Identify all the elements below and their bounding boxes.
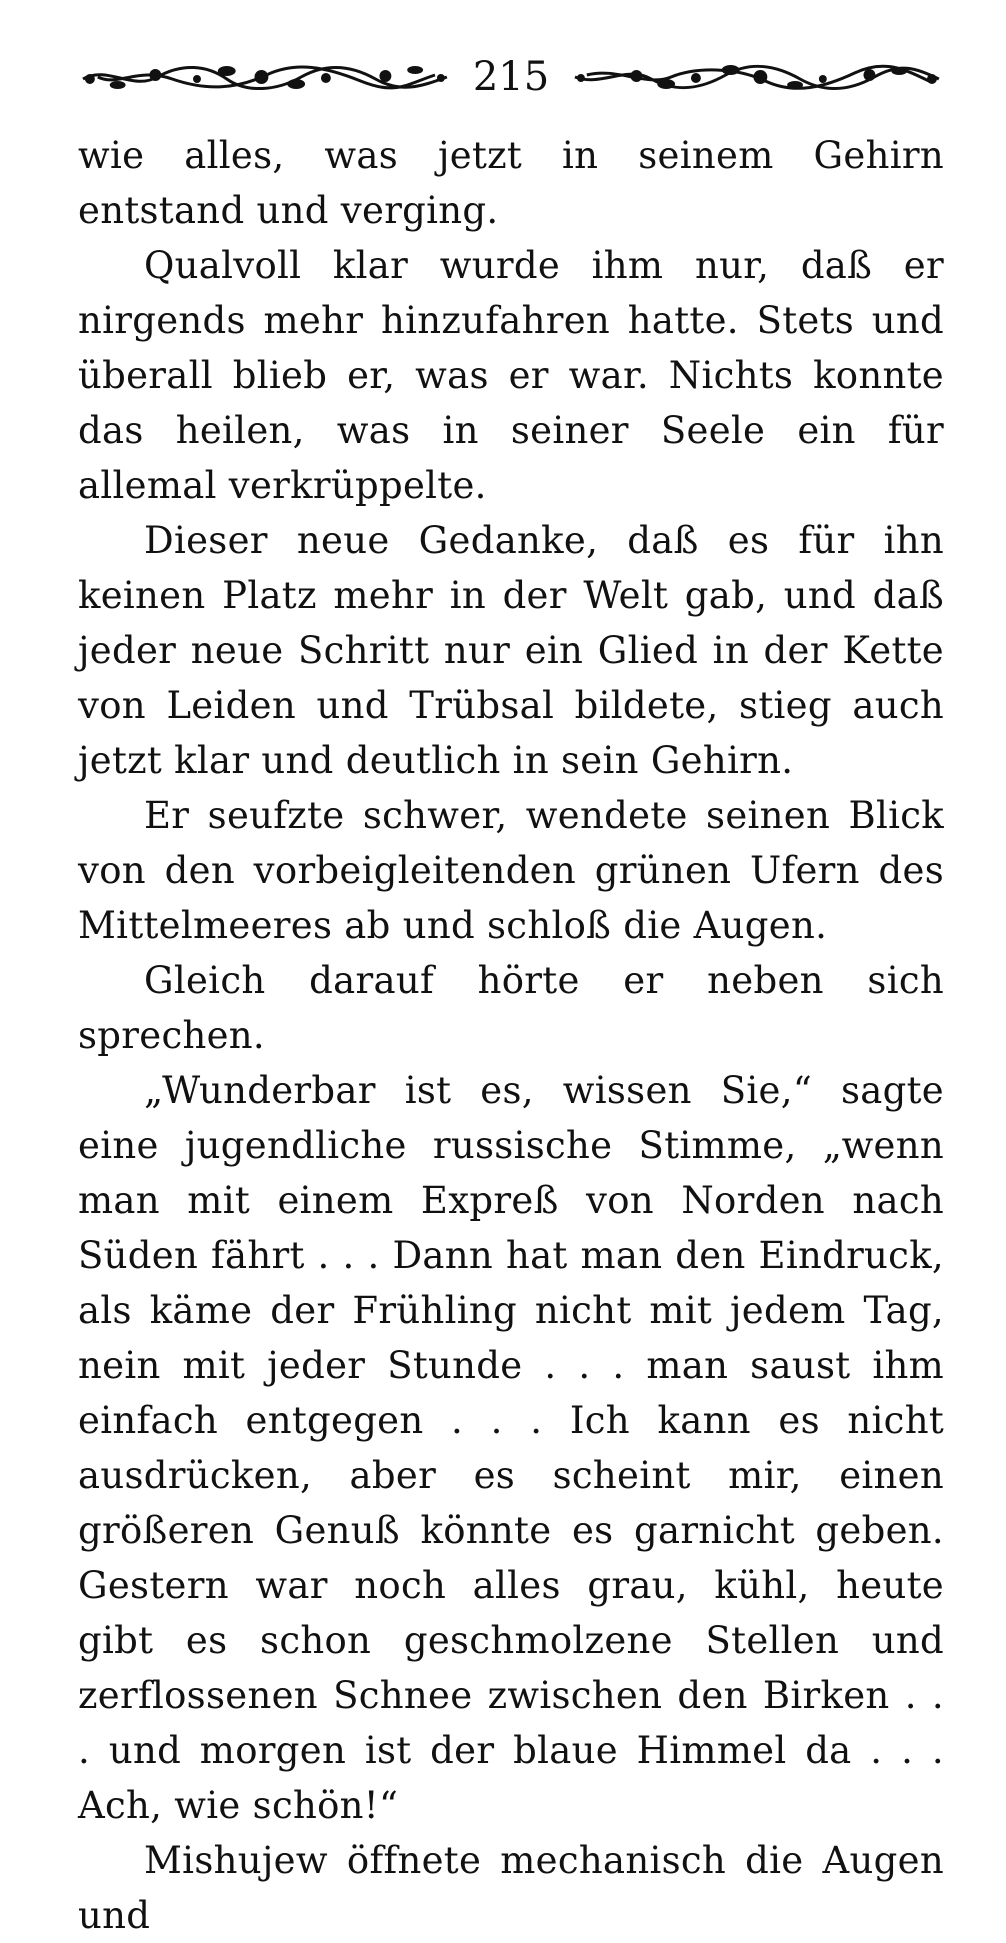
paragraph: Qualvoll klar wurde ihm nur, daß er nirgends mehr hinzufahren hatte. Stets und überall blieb er, was er war. Nichts konnte das heilen, was in seiner Seele ein für allemal verkrüppelte. [78,244,944,507]
page-header [78,52,944,102]
paragraph: wie alles, was jetzt in seinem Gehirn entstand und verging. [78,134,944,232]
paragraph: „Wunderbar ist es, wissen Sie,“ sagte eine jugendliche russische Stimme, „wenn man mit einem Expreß von Norden nach Süden fährt . . . Dann hat man den Eindruck, als käme der Frühling nicht mit jedem Tag, nein mit jeder Stunde . . . man saust ihm einfach entgegen . . . Ich kann es nicht ausdrücken, aber es scheint mir, einen größeren Genuß könnte es garnicht geben. Gestern war noch alles grau, kühl, heute gibt es schon geschmolzene Stellen und zerflossenen Schnee zwischen den Birken . . . und morgen ist der blaue Himmel da . . . Ach, wie schön!“ [78,1069,944,1827]
body-text [78,128,944,1943]
paragraph: Er seufzte schwer, wendete seinen Blick von den vorbeigleitenden grünen Ufern des Mittelmeeres ab und schloß die Augen. [78,794,944,947]
right-ornament-icon [567,57,944,97]
left-ornament-icon [78,57,455,97]
page-number: 215 [472,54,550,100]
paragraph: Mishujew öffnete mechanisch die Augen und [78,1839,944,1937]
paragraph: Gleich darauf hörte er neben sich sprechen. [78,959,944,1057]
paragraph: Dieser neue Gedanke, daß es für ihn keinen Platz mehr in der Welt gab, und daß jeder neue Schritt nur ein Glied in der Kette von Leiden und Trübsal bildete, stieg auch jetzt klar und deutlich in sein Gehirn. [78,519,944,782]
